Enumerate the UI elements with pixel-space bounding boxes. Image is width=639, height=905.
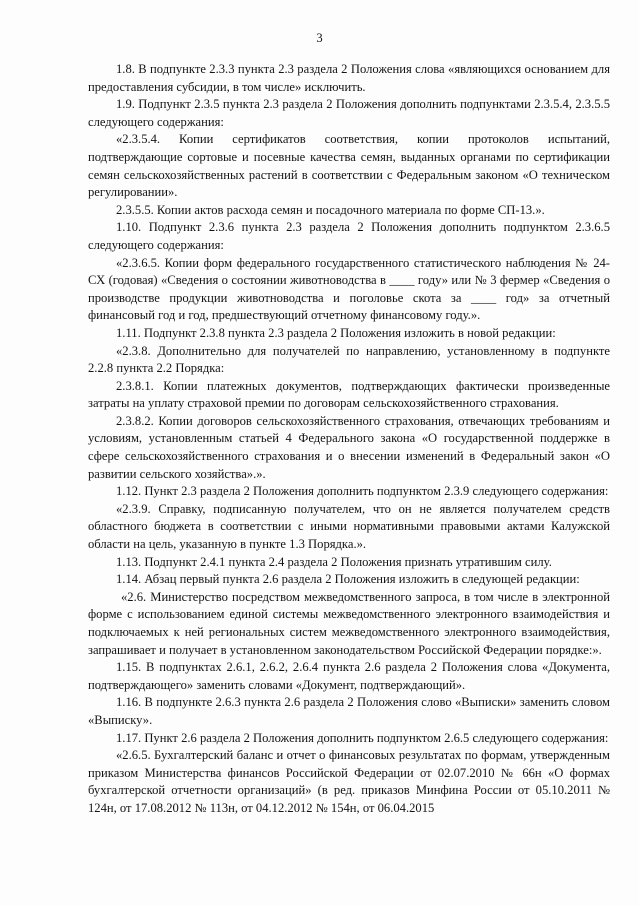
paragraph-1-13: 1.13. Подпункт 2.4.1 пункта 2.4 раздела 2 Положения признать утратившим силу. (116, 554, 552, 569)
paragraph-1-17: 1.17. Пункт 2.6 раздела 2 Положения дополнить подпунктом 2.6.5 следующего содержания: (116, 730, 609, 745)
quote-2-3-5-4: «2.3.5.4. Копии сертификатов соответствия, копии протоколов испытаний, подтверждающие сортовые и посевные качества семян, выданных органами по сертификации семян сельскохозяйственных растений в соответствии с Федеральным законом «О техническом регулировании». (88, 132, 610, 200)
document-body (88, 61, 610, 818)
quote-2-3-6-5: «2.3.6.5. Копии форм федерального государственного статистического наблюдения № 24-СХ (годовая) «Сведения о состоянии животноводства в ____ году» или № 3 фермер «Сведения о производстве продукции животноводства и поголовье скота за ____ год» за отчетный финансовый год и год, предшествующий отчетному финансовому году.». (88, 255, 610, 323)
quote-2-3-5-5: 2.3.5.5. Копии актов расхода семян и посадочного материала по форме СП-13.». (116, 202, 545, 217)
paragraph-1-8: 1.8. В подпункте 2.3.3 пункта 2.3 раздела 2 Положения слова «являющихся основанием для предоставления субсидии, в том числе» исключить. (88, 62, 610, 94)
paragraph-1-11: 1.11. Подпункт 2.3.8 пункта 2.3 раздела 2 Положения изложить в новой редакции: (116, 325, 556, 340)
quote-2-6-5: «2.6.5. Бухгалтерский баланс и отчет о финансовых результатах по формам, утвержденным приказом Министерства финансов Российской Федерации от 02.07.2010 № 66н «О формах бухгалтерской отчетности организаций» (в ред. приказов Минфина России от 05.10.2011 № 124н, от 17.08.2012 № 113н, от 04.12.2012 № 154н, от 06.04.2015 (88, 748, 610, 815)
paragraph-1-15: 1.15. В подпунктах 2.6.1, 2.6.2, 2.6.4 пункта 2.6 раздела 2 Положения слова «Документа, подтверждающего» заменить словами «Документ, подтверждающий». (88, 660, 610, 692)
quote-2-6: «2.6. Министерство посредством межведомственного запроса, в том числе в электронной форме с использованием единой системы межведомственного электронного взаимодействия и подключаемых к ней региональных систем межведомственного электронного взаимодействия, запрашивает и получает в установленном законодательством Российской Федерации порядке:». (88, 589, 610, 657)
paragraph-1-12: 1.12. Пункт 2.3 раздела 2 Положения дополнить подпунктом 2.3.9 следующего содержания: (116, 484, 609, 499)
quote-2-3-8-1: 2.3.8.1. Копии платежных документов, подтверждающих фактически произведенные затраты на уплату страховой премии по договорам сельскохозяйственного страхования. (88, 378, 610, 411)
quote-2-3-8: «2.3.8. Дополнительно для получателей по направлению, установленному в подпункте 2.2.8 пункта 2.2 Порядка: (88, 343, 610, 376)
paragraph-1-10: 1.10. Подпункт 2.3.6 пункта 2.3 раздела 2 Положения дополнить подпунктом 2.3.6.5 следующего содержания: (88, 220, 610, 252)
quote-2-3-8-2: 2.3.8.2. Копии договоров сельскохозяйственного страхования, отвечающих требованиям и условиям, установленным статьей 4 Федерального закона «О государственной поддержке в сфере сельскохозяйственного страхования и о внесении изменений в Федеральный закон «О развитии сельского хозяйства».». (88, 413, 610, 481)
quote-2-3-9: «2.3.9. Справку, подписанную получателем, что он не является получателем средств областного бюджета в соответствии с иными нормативными правовыми актами Калужской области на цель, указанную в пункте 1.3 Порядка.». (88, 501, 610, 552)
paragraph-1-16: 1.16. В подпункте 2.6.3 пункта 2.6 раздела 2 Положения слово «Выписки» заменить словом «Выписку». (88, 695, 610, 727)
paragraph-1-14: 1.14. Абзац первый пункта 2.6 раздела 2 Положения изложить в следующей редакции: (116, 572, 580, 587)
paragraph-1-9: 1.9. Подпункт 2.3.5 пункта 2.3 раздела 2 Положения дополнить подпунктами 2.3.5.4, 2.3.5.5 следующего содержания: (88, 97, 610, 129)
page-number: 3 (316, 31, 323, 45)
